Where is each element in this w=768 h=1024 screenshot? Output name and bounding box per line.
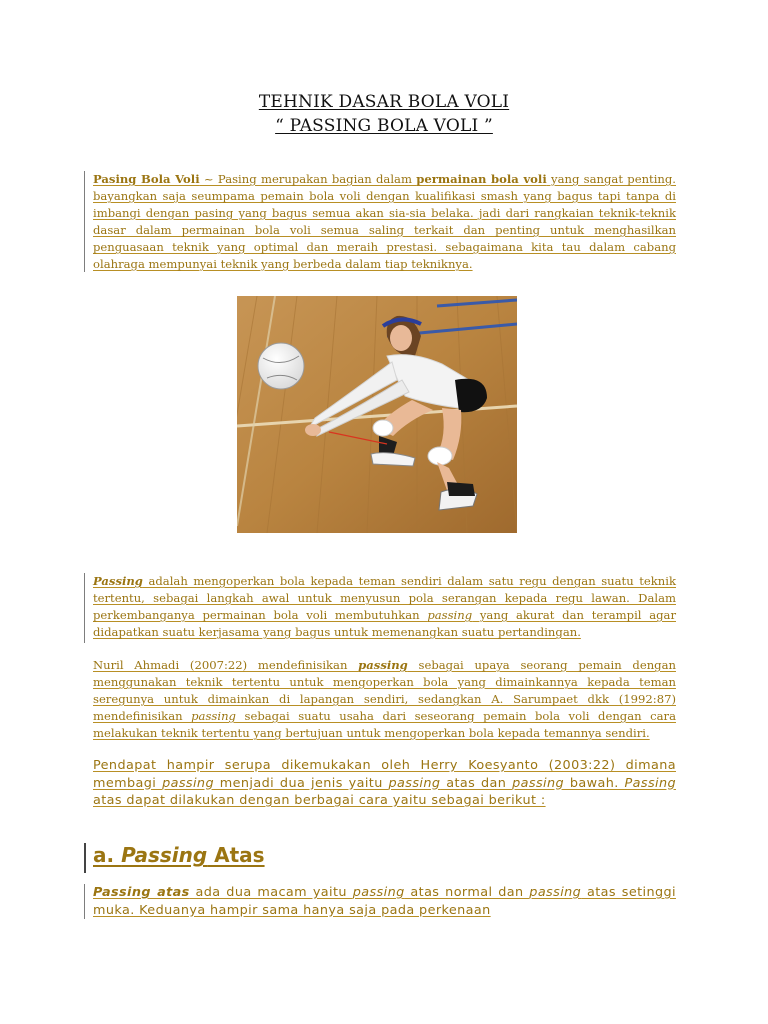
citations-text: Nuril Ahmadi (2007:22) mendefinisikan — [93, 658, 359, 672]
types-text-2: menjadi dua jenis yaitu — [213, 775, 389, 791]
overhead-text: ada dua macam yaitu — [189, 885, 353, 900]
overhead-text-2: atas normal dan — [404, 885, 530, 900]
definition-text-end: yang akurat dan terampil agar didapatkan suatu kerjasama yang bagus untuk memenangkan suatu pertandingan. — [93, 608, 676, 639]
heading-margin-bar — [84, 843, 86, 873]
document-title: TEHNIK DASAR BOLA VOLI — [258, 92, 510, 112]
overhead-term-1: passing — [352, 885, 405, 900]
intro-bold-term: permainan bola voli — [416, 172, 547, 186]
citations-text-2: sebagai upaya seorang pemain dengan menggunakan teknik tertentu untuk mengoperkan bola yang dimainkannya kepada teman seregunya untuk dimainkan di lapangan sendiri, sedangkan A. Sarumpaet dkk (1992:87) mendefinisikan — [93, 658, 676, 723]
intro-rest: yang sangat penting. bayangkan saja seumpama pemain bola voli dengan kualifikasi smash yang bagus tapi tanpa di imbangi dengan pasing yang bagus semua akan sia-sia belaka. jadi dari rangkaian teknik-teknik dasar dalam permainan bola voli semua saling terkait dan penting untuk menghasilkan penguasaan teknik yang optimal dan meraih prestasi. sebagaimana kita tau dalam cabang olahraga mempunyai teknik yang berbeda dalam tiap tekniknya. — [93, 172, 676, 271]
paragraph-margin-bar — [84, 573, 85, 643]
document-subtitle: “ PASSING BOLA VOLI ” — [275, 116, 493, 136]
definition-term: passing — [427, 608, 473, 622]
types-text-5: atas dapat dilakukan dengan berbagai cara yaitu sebagai berikut : — [93, 793, 546, 808]
paragraph-margin-bar — [84, 884, 85, 919]
intro-lead-term: Pasing Bola Voli — [93, 172, 200, 186]
definition-paragraph — [93, 573, 676, 641]
types-term-1: passing — [162, 775, 214, 791]
types-paragraph — [93, 757, 676, 810]
types-text-3: atas dan — [440, 775, 513, 791]
types-term-4: Passing — [624, 775, 676, 791]
citations-term-1: passing — [358, 658, 408, 672]
section-heading-suffix: Atas — [207, 843, 265, 867]
citations-paragraph — [93, 657, 676, 742]
types-text: Pendapat hampir serupa dikemukakan oleh Herry Koesyanto (2003:22) dimana membagi — [93, 758, 676, 791]
intro-text: ~ Pasing merupakan bagian dalam — [199, 172, 417, 186]
intro-paragraph — [93, 171, 676, 273]
types-text-4: bawah. — [564, 775, 625, 791]
citations-text-3: sebagai suatu usaha dari seseorang pemain bola voli dengan cara melakukan teknik tertentu yang bertujuan untuk mengoperkan bola kepada temannya sendiri. — [93, 709, 676, 740]
overhead-paragraph — [93, 884, 676, 919]
overhead-term-2: passing — [529, 885, 582, 900]
types-term-3: passing — [512, 775, 565, 791]
overhead-text-3: atas setinggi muka. Keduanya hampir sama hanya saja pada perkenaan — [93, 885, 676, 918]
volleyball-player-photo — [237, 296, 517, 533]
definition-lead-term: Passing — [93, 574, 143, 588]
section-heading-prefix: a. — [93, 843, 122, 867]
section-heading-term: Passing — [121, 843, 208, 867]
overhead-lead-term: Passing atas — [93, 885, 190, 900]
paragraph-margin-bar — [84, 171, 85, 272]
types-term-2: passing — [388, 775, 441, 791]
citations-term-2: passing — [191, 709, 236, 723]
definition-text: adalah mengoperkan bola kepada teman sendiri dalam satu regu dengan suatu teknik tertentu, sebagai langkah awal untuk menyusun pola serangan kepada regu lawan. Dalam perkembanganya permainan bola voli membutuhkan — [93, 574, 676, 622]
section-heading — [93, 843, 265, 867]
